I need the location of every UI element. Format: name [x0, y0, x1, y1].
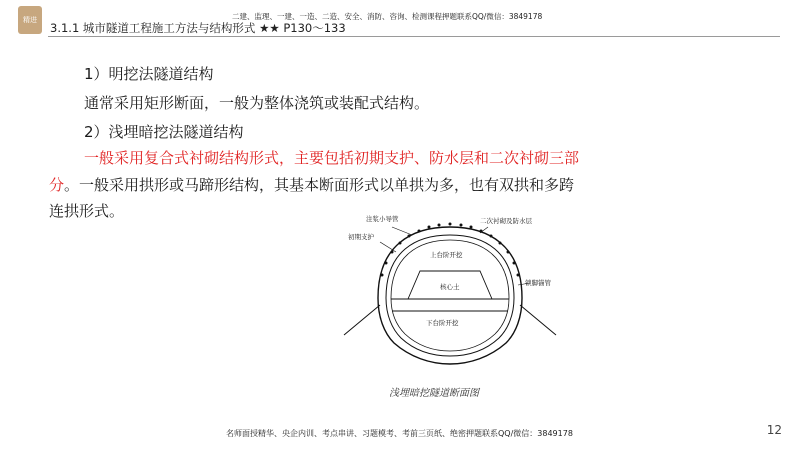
- item2-body-line2: 。一般采用拱形或马蹄形结构，其基本断面形式以单拱为多，也有双拱和多跨: [64, 176, 575, 194]
- label-core-soil: 核心土: [440, 283, 460, 291]
- label-foot-anchor: 锁脚锚管: [525, 279, 551, 287]
- item2-heading: 2）浅埋暗挖法隧道结构: [84, 123, 244, 141]
- label-upper-bench: 上台阶开挖: [430, 251, 463, 259]
- item2-body-line3: 连拱形式。: [49, 202, 125, 220]
- top-contact-text: 二建、监理、一建、一造、二造、安全、消防、咨询、检测课程押题联系QQ/微信：3849178: [232, 12, 543, 21]
- label-secondary-lining: 二次衬砌及防水层: [480, 217, 532, 225]
- section-title: 3.1.1 城市隧道工程施工方法与结构形式 ★★ P130～133: [50, 21, 346, 35]
- label-grouting-pipe: 注浆小导管: [366, 215, 399, 223]
- header-divider: [48, 36, 780, 37]
- item2-red-line1: 一般采用复合式衬砌结构形式，主要包括初期支护、防水层和二次衬砌三部: [84, 149, 580, 167]
- footer-text: 名师面授精华、央企内训、考点串讲、习题模考、考前三页纸、绝密押题联系QQ/微信：3849178: [226, 429, 573, 438]
- initial-support-outline: [378, 227, 522, 364]
- label-initial-support: 初期支护: [348, 233, 374, 241]
- logo: 精进: [18, 6, 42, 34]
- figure-caption: 浅埋暗挖隧道断面图: [389, 388, 479, 399]
- foot-anchor-left: [344, 305, 380, 335]
- item1-body: 通常采用矩形断面，一般为整体浇筑或装配式结构。: [84, 94, 430, 112]
- item2-red-line2: 分: [49, 176, 65, 194]
- foot-anchor-right: [520, 305, 556, 335]
- item1-heading: 1）明挖法隧道结构: [84, 65, 214, 83]
- label-lower-bench: 下台阶开挖: [426, 319, 459, 327]
- tunnel-cross-section-diagram: [320, 205, 580, 380]
- item2-line2: [49, 174, 574, 196]
- page-number: 12: [766, 423, 782, 437]
